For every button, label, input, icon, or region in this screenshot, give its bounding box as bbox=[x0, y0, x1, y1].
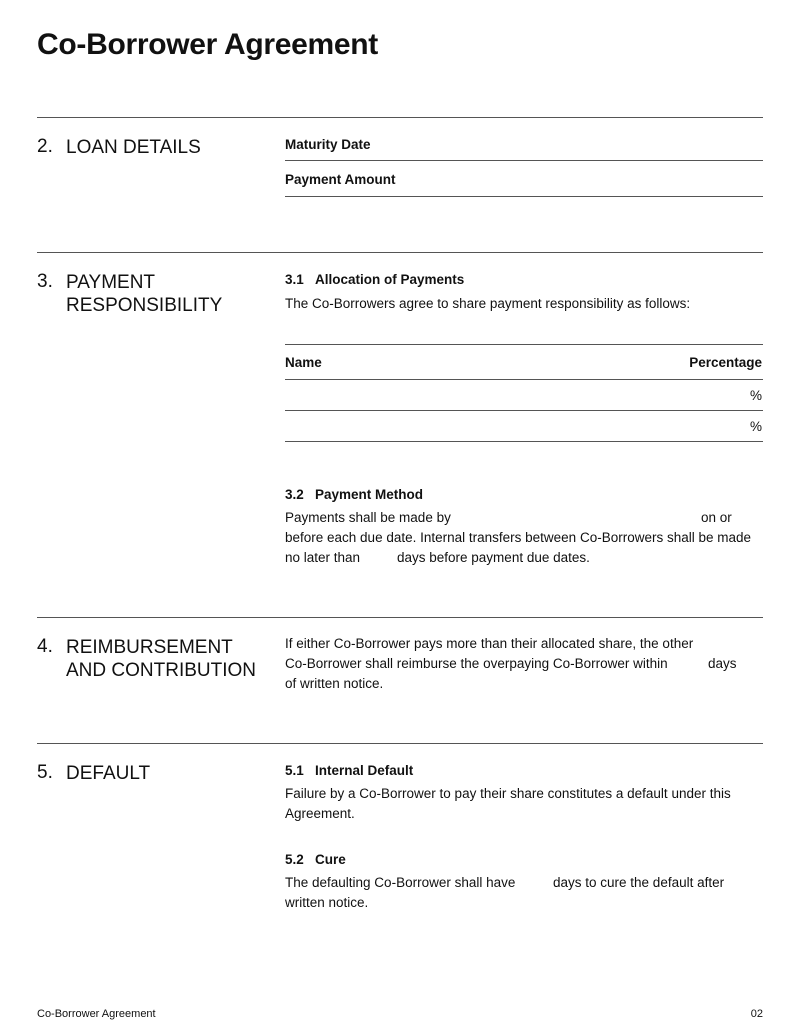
subsection-number: 5.2 bbox=[285, 852, 304, 867]
text-line: If either Co-Borrower pays more than their allocated share, the other bbox=[285, 636, 694, 651]
subsection-number: 3.2 bbox=[285, 487, 304, 502]
section-title-default: DEFAULT bbox=[66, 763, 151, 784]
footer-document-name: Co-Borrower Agreement bbox=[37, 1008, 156, 1020]
subsection-number: 3.1 bbox=[285, 272, 304, 287]
table-header-rule bbox=[285, 379, 763, 380]
text-fragment: no later than bbox=[285, 550, 361, 565]
section-title-line: RESPONSIBILITY bbox=[66, 295, 223, 316]
table-row-percent-suffix: % bbox=[749, 388, 762, 403]
payment-amount-field-line[interactable] bbox=[285, 196, 763, 197]
subsection-heading-payment-method bbox=[285, 487, 423, 502]
section-divider bbox=[37, 117, 763, 118]
maturity-date-label: Maturity Date bbox=[285, 137, 371, 152]
section-number: 3. bbox=[37, 271, 53, 292]
table-top-rule bbox=[285, 344, 763, 345]
subsection-heading-cure bbox=[285, 852, 346, 867]
text-line: before each due date. Internal transfers between Co-Borrowers shall be made bbox=[285, 530, 752, 545]
table-row-rule[interactable] bbox=[285, 441, 763, 442]
cure-text bbox=[285, 873, 755, 913]
text-fragment: Payments shall be made by bbox=[285, 510, 451, 525]
text-fragment: days bbox=[708, 656, 737, 671]
subsection-heading-internal-default bbox=[285, 763, 413, 778]
table-row-rule[interactable] bbox=[285, 410, 763, 411]
section-number: 4. bbox=[37, 636, 53, 657]
text-line: written notice. bbox=[285, 895, 369, 910]
internal-default-text: Failure by a Co-Borrower to pay their share constitutes a default under this Agreement. bbox=[285, 786, 731, 821]
subsection-title: Cure bbox=[315, 852, 346, 867]
section-number: 5. bbox=[37, 762, 53, 783]
section-divider bbox=[37, 252, 763, 253]
allocation-text: The Co-Borrowers agree to share payment responsibility as follows: bbox=[285, 296, 691, 311]
footer-page-number: 02 bbox=[750, 1008, 763, 1020]
text-fragment: days before payment due dates. bbox=[397, 550, 590, 565]
section-title-reimbursement bbox=[66, 636, 266, 682]
payment-amount-label: Payment Amount bbox=[285, 172, 396, 187]
subsection-heading-allocation bbox=[285, 272, 464, 287]
text-fragment: The defaulting Co-Borrower shall have bbox=[285, 875, 516, 890]
text-fragment: on or bbox=[701, 510, 732, 525]
text-line: of written notice. bbox=[285, 676, 384, 691]
section-title-payment-responsibility bbox=[66, 271, 256, 317]
reimbursement-text bbox=[285, 634, 755, 694]
section-divider bbox=[37, 743, 763, 744]
document-title: Co-Borrower Agreement bbox=[37, 28, 378, 61]
subsection-title: Payment Method bbox=[315, 487, 424, 502]
section-number: 2. bbox=[37, 136, 53, 157]
table-header-percentage: Percentage bbox=[689, 355, 762, 370]
section-title-line: AND CONTRIBUTION bbox=[66, 660, 256, 681]
table-row-percent-suffix: % bbox=[749, 419, 762, 434]
section-title-line: PAYMENT bbox=[66, 272, 156, 293]
subsection-title: Allocation of Payments bbox=[315, 272, 465, 287]
section-title-line: REIMBURSEMENT bbox=[66, 637, 233, 658]
section-title-loan-details: LOAN DETAILS bbox=[66, 137, 201, 158]
subsection-title: Internal Default bbox=[315, 763, 414, 778]
payment-method-text bbox=[285, 508, 755, 568]
section-divider bbox=[37, 617, 763, 618]
table-header-name: Name bbox=[285, 355, 322, 370]
text-fragment: days to cure the default after bbox=[553, 875, 725, 890]
text-fragment: Co-Borrower shall reimburse the overpaying Co-Borrower within bbox=[285, 656, 668, 671]
subsection-number: 5.1 bbox=[285, 763, 304, 778]
maturity-date-field-line[interactable] bbox=[285, 160, 763, 161]
